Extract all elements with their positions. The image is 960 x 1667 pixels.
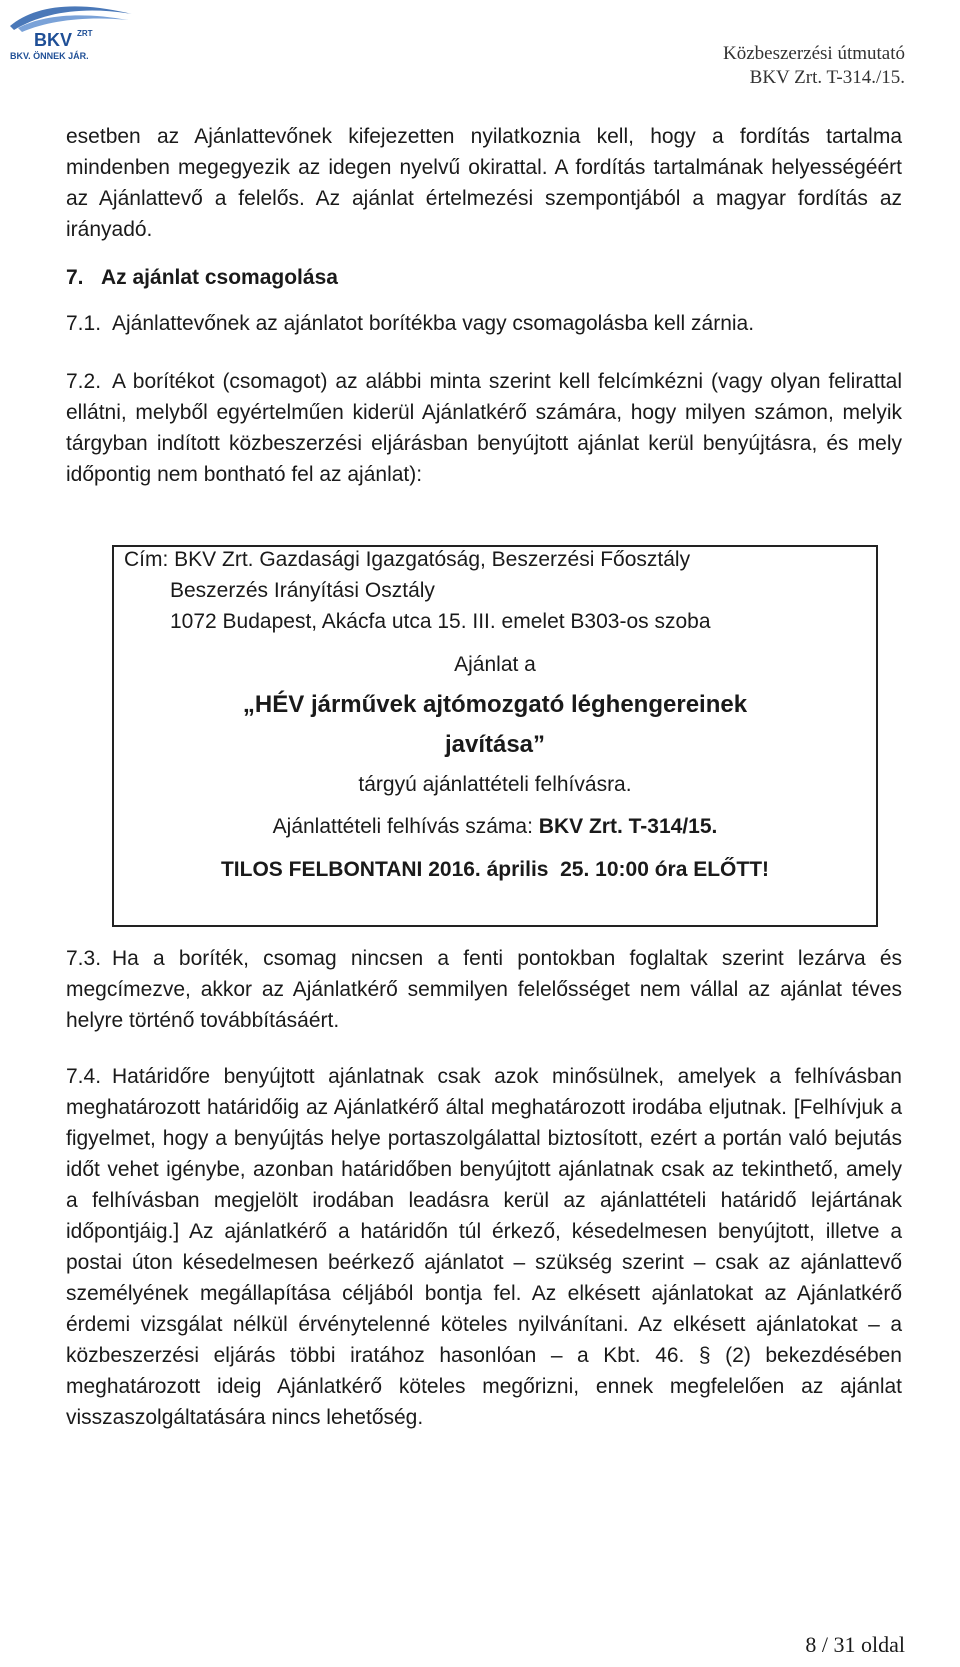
item-text-7-3: Ha a boríték, csomag nincsen a fenti pontokban foglaltak szerint lezárva és megcímezve, akkor az Ajánlatkérő semmilyen felelősséget nem vállal az ajánlat téves helyre történő továbbításáért. <box>66 947 902 1032</box>
item-number-7-2: 7.2. <box>66 370 102 393</box>
intro-paragraph: esetben az Ajánlattevőnek kifejezetten nyilatkoznia kell, hogy a fordítás tartalma mindenben megegyezik az idegen nyelvű okirattal. A fordítás tartalmának helyességéért az Ajánlattevő a felelős. Az ajánlat értelmezési szempontjából a magyar fordítás az irányadó. <box>66 125 902 241</box>
address-line-3: 1072 Budapest, Akácfa utca 15. III. emelet B303-os szoba <box>170 610 711 633</box>
bkv-logo <box>4 2 139 62</box>
item-number-7-1: 7.1. <box>66 312 102 335</box>
logo-sup: ZRT <box>77 29 93 38</box>
section-number: 7. <box>66 266 84 289</box>
call-number-value: BKV Zrt. T-314/15. <box>538 815 718 838</box>
document-header <box>723 42 905 90</box>
document-reference: BKV Zrt. T-314./15. <box>749 67 905 88</box>
address-line-2: Beszerzés Irányítási Osztály <box>170 579 435 602</box>
item-text-7-1: Ajánlattevőnek az ajánlatot borítékba vagy csomagolásba kell zárnia. <box>112 312 755 335</box>
do-not-open-notice: TILOS FELBONTANI 2016. április 25. 10:00 óra ELŐTT! <box>220 858 770 881</box>
call-number <box>114 811 876 842</box>
item-number-7-3: 7.3. <box>66 947 102 970</box>
subject-suffix: tárgyú ajánlattételi felhívásra. <box>358 773 632 796</box>
subject-line-2 <box>114 728 876 762</box>
call-number-label: Ajánlattételi felhívás száma: <box>272 815 539 838</box>
offer-label: Ajánlat a <box>454 653 536 676</box>
subject-line-2-text: javítása <box>444 731 534 758</box>
logo-slogan: BKV. ÖNNEK JÁR. <box>10 51 89 61</box>
subject-line-1: „HÉV járművek ajtómozgató léghengereinek <box>242 691 748 718</box>
logo-text: BKV <box>34 30 73 50</box>
section-title: Az ajánlat csomagolása <box>101 266 338 289</box>
address-line-1: Cím: BKV Zrt. Gazdasági Igazgatóság, Beszerzési Főosztály <box>124 548 691 571</box>
envelope-label-box <box>112 545 878 927</box>
item-text-7-4: Határidőre benyújtott ajánlatnak csak azok minősülnek, amelyek a felhívásban meghatározott határidőig az Ajánlatkérő által meghatározott irodába eljutnak. [Felhívjuk a figyelmet, hogy a benyújtás helye portaszolgálattal biztosított, ezért a portán való bejutás időt vehet igénybe, azonban határidőben benyújtott ajánlatnak csak az tekinthető, amely a felhívásban megjelölt irodában leadásra kerül az ajánlattételi határidő lejártának időpontjáig.] Az ajánlatkérő a határidőn túl érkező, késedelmesen benyújtott, illetve a postai úton késedelmesen beérkező ajánlatot – szükség szerint – csak az ajánlattevő személyének megállapítása céljából bontja fel. Az elkésett ajánlatokat az Ajánlatkérő érdemi vizsgálat nélkül érvénytelenné köteles nyilvánítani. Az elkésett ajánlatokat – a közbeszerzési eljárás többi iratához hasonlóan – a Kbt. 46. § (2) bekezdésében meghatározott ideig Ajánlatkérő köteles megőrizni, ennek megfelelően az ajánlat visszaszolgáltatására nincs lehetőség. <box>66 1065 902 1429</box>
page-number: 8 / 31 oldal <box>805 1632 905 1657</box>
document-title: Közbeszerzési útmutató <box>722 43 905 64</box>
item-number-7-4: 7.4. <box>66 1065 102 1088</box>
item-text-7-2: A borítékot (csomagot) az alábbi minta szerint kell felcímkézni (vagy olyan felirattal ellátni, melyből egyértelműen kiderül Ajánlatkérő számára, hogy milyen számon, melyik tárgyban indított közbeszerzési eljárásban benyújtott ajánlat kerül benyújtásra, és mely időpontig nem bontható fel az ajánlat): <box>66 370 902 486</box>
subject-close-quote: ” <box>533 731 546 758</box>
